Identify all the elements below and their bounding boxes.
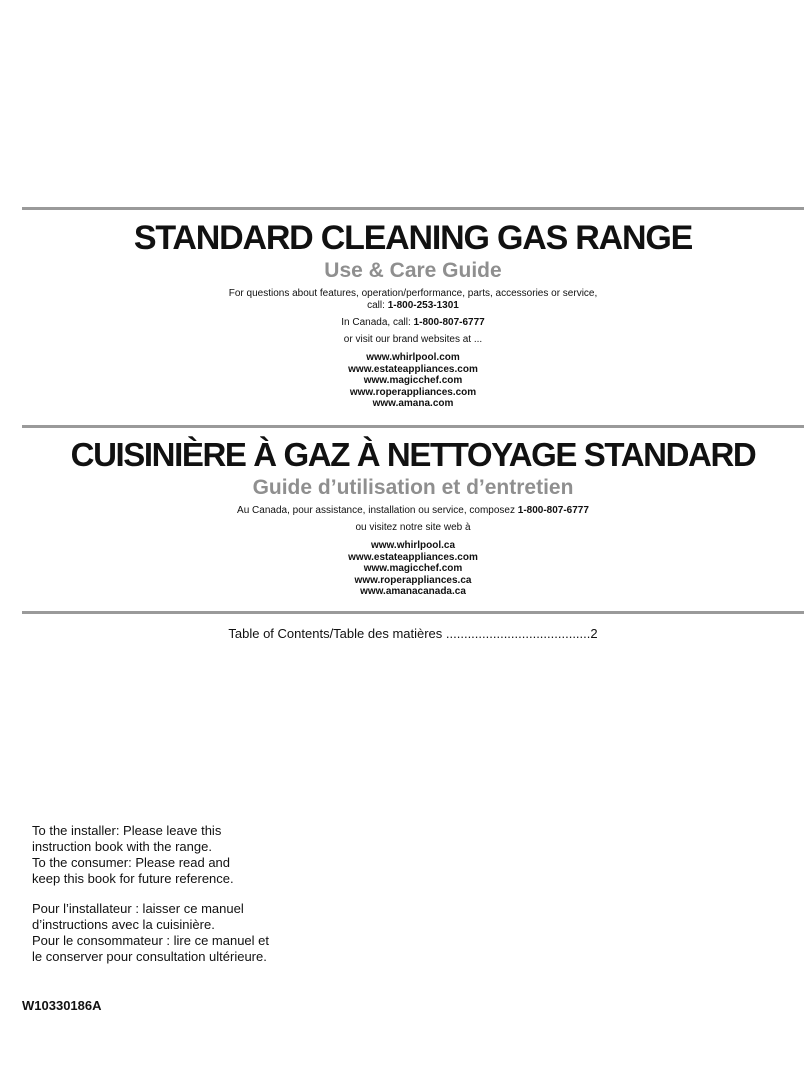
french-notes bbox=[32, 901, 269, 965]
website-link[interactable]: www.magicchef.com bbox=[363, 375, 463, 386]
website-link[interactable]: www.roperappliances.ca bbox=[354, 574, 472, 586]
note-line: Pour l’installateur : laisser ce manuel bbox=[32, 901, 244, 916]
french-title: CUISINIÈRE À GAZ À NETTOYAGE STANDARD bbox=[70, 436, 756, 473]
top-divider bbox=[22, 207, 804, 210]
english-subtitle: Use & Care Guide bbox=[324, 259, 502, 282]
us-phone-number: 1-800-253-1301 bbox=[387, 300, 459, 311]
english-website-list bbox=[22, 352, 804, 410]
note-line: To the consumer: Please read and bbox=[32, 855, 231, 870]
english-notes bbox=[32, 823, 234, 887]
document-code: W10330186A bbox=[22, 998, 102, 1013]
website-link[interactable]: www.whirlpool.com bbox=[366, 352, 460, 363]
french-assist-label: Au Canada, pour assistance, installation ou service, composez bbox=[237, 505, 518, 516]
canada-phone-number: 1-800-807-6777 bbox=[413, 317, 485, 328]
website-link[interactable]: www.amana.com bbox=[372, 398, 454, 409]
canada-call-label: In Canada, call: bbox=[341, 317, 414, 328]
canada-call-line bbox=[22, 317, 804, 329]
french-assist-line bbox=[22, 505, 804, 517]
french-header bbox=[22, 435, 804, 598]
table-of-contents-entry[interactable] bbox=[22, 626, 804, 642]
website-link[interactable]: www.whirlpool.ca bbox=[370, 540, 456, 551]
note-line: d’instructions avec la cuisinière. bbox=[32, 917, 215, 932]
french-subtitle: Guide d’utilisation et d’entretien bbox=[252, 476, 574, 499]
note-line: instruction book with the range. bbox=[32, 839, 212, 854]
french-phone-number: 1-800-807-6777 bbox=[517, 505, 589, 516]
website-link[interactable]: www.magicchef.com bbox=[363, 563, 463, 574]
website-link[interactable]: www.roperappliances.com bbox=[349, 386, 477, 398]
questions-line: For questions about features, operation/performance, parts, accessories or service, bbox=[228, 288, 598, 299]
visit-websites-text: or visit our brand websites at ... bbox=[343, 334, 483, 345]
french-website-list bbox=[22, 540, 804, 598]
middle-divider bbox=[22, 425, 804, 428]
website-link[interactable]: www.estateappliances.com bbox=[348, 363, 478, 375]
note-line: keep this book for future reference. bbox=[32, 871, 234, 886]
questions-call-line bbox=[22, 300, 804, 312]
bottom-divider bbox=[22, 611, 804, 614]
french-visit-text: ou visitez notre site web à bbox=[355, 522, 471, 533]
website-link[interactable]: www.amanacanada.ca bbox=[360, 586, 466, 597]
english-header bbox=[22, 218, 804, 410]
call-label: call: bbox=[367, 300, 388, 311]
english-title: STANDARD CLEANING GAS RANGE bbox=[133, 219, 693, 257]
toc-page-number: 2 bbox=[590, 626, 598, 641]
note-line: Pour le consommateur : lire ce manuel et bbox=[32, 933, 269, 948]
website-link[interactable]: www.estateappliances.com bbox=[348, 551, 478, 563]
toc-label: Table of Contents/Table des matières ........................................ bbox=[228, 626, 591, 641]
note-line: To the installer: Please leave this bbox=[32, 823, 222, 838]
note-line: le conserver pour consultation ultérieure. bbox=[32, 949, 267, 964]
